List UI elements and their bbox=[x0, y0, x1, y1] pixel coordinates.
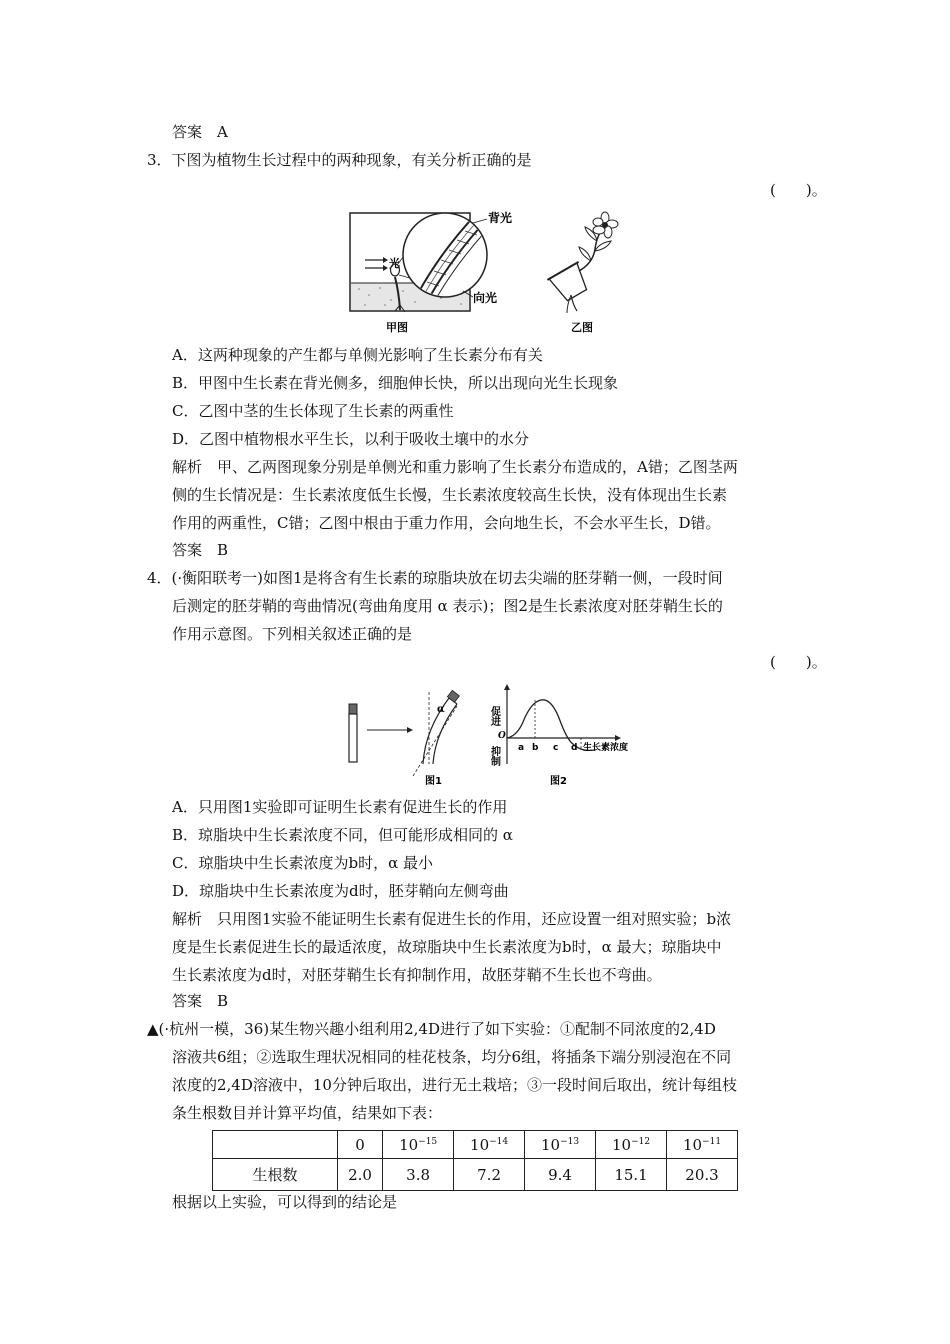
table-header-cell: $10^{-13}$ bbox=[525, 1131, 596, 1159]
alpha-label: α bbox=[437, 704, 445, 715]
q3-analysis-line-2: 侧的生长情况是：生长素浓度低生长慢，生长素浓度较高生长快，没有体现出生长素 bbox=[172, 486, 728, 504]
q3-option-b: B．甲图中生长素在背光侧多，细胞伸长快，所以出现向光生长现象 bbox=[172, 374, 619, 392]
fig-jia-caption: 甲图 bbox=[386, 321, 408, 334]
q4-analysis-line-1: 解析 只用图1实验不能证明生长素有促进生长的作用，还应设置一组对照实验；b浓 bbox=[172, 910, 732, 928]
fig2-caption: 图2 bbox=[550, 776, 567, 787]
q3-analysis-line-3: 作用的两重性，C错；乙图中根由于重力作用，会向地生长，不会水平生长，D错。 bbox=[172, 514, 721, 532]
promote-label: 促进 bbox=[488, 706, 500, 726]
q4-stem-line-1: 4．(·衡阳联考一)如图1是将含有生长素的琼脂块放在切去尖端的胚芽鞘一侧，一段时间 bbox=[147, 569, 723, 587]
table-header-row bbox=[213, 1131, 738, 1159]
q3-option-d: D．乙图中植物根水平生长，以利于吸收土壤中的水分 bbox=[172, 430, 530, 448]
q5-stem-line-2: 溶液共6组；②选取生理状况相同的桂花枝条，均分6组，将插条下端分别浸泡在不同 bbox=[172, 1048, 732, 1066]
q3-answer-blank: ( )。 bbox=[770, 181, 827, 199]
inhibit-label: 抑制 bbox=[488, 746, 500, 766]
table-cell: 20.3 bbox=[667, 1159, 738, 1191]
table-cell: 9.4 bbox=[525, 1159, 596, 1191]
q4-answer-blank: ( )。 bbox=[770, 653, 827, 671]
table-header-cell: $10^{-11}$ bbox=[667, 1131, 738, 1159]
q5-conclusion-prompt: 根据以上实验，可以得到的结论是 bbox=[172, 1193, 398, 1211]
origin-label: O bbox=[498, 731, 506, 741]
q5-stem-line-4: 条生根数目并计算平均值，结果如下表： bbox=[172, 1104, 443, 1122]
q5-stem-line-3: 浓度的2,4D溶液中，10分钟后取出，进行无土栽培；③一段时间后取出，统计每组枝 bbox=[172, 1076, 737, 1094]
q4-stem-line-3: 作用示意图。下列相关叙述正确的是 bbox=[172, 625, 413, 643]
q4-option-c: C．琼脂块中生长素浓度为b时，α 最小 bbox=[172, 854, 433, 872]
tick-d: d bbox=[571, 743, 578, 753]
q3-analysis-line-1: 解析 甲、乙两图现象分别是单侧光和重力影响了生长素分布造成的，A错；乙图茎两 bbox=[172, 458, 738, 476]
x-axis-label: 生长素浓度 bbox=[583, 743, 629, 753]
q4-stem-line-2: 后测定的胚芽鞘的弯曲情况(弯曲角度用 α 表示)；图2是生长素浓度对胚芽鞘生长的 bbox=[172, 597, 723, 615]
table-header-cell: $10^{-12}$ bbox=[596, 1131, 667, 1159]
table-corner-cell bbox=[213, 1131, 338, 1159]
light-label: 光 bbox=[389, 257, 400, 270]
q5-stem-line-1: ▲(·杭州一模，36)某生物兴趣小组利用2,4D进行了如下实验：①配制不同浓度的2,4D bbox=[147, 1020, 716, 1038]
table-cell: 15.1 bbox=[596, 1159, 667, 1191]
rooting-data-table bbox=[212, 1130, 738, 1191]
q4-option-b: B．琼脂块中生长素浓度不同，但可能形成相同的 α bbox=[172, 826, 513, 844]
q4-analysis-line-3: 生长素浓度为d时，对胚芽鞘生长有抑制作用，故胚芽鞘不生长也不弯曲。 bbox=[172, 966, 662, 984]
fig-yi-caption: 乙图 bbox=[571, 321, 593, 334]
table-header-cell: $10^{-14}$ bbox=[454, 1131, 525, 1159]
q3-stem: 3．下图为植物生长过程中的两种现象，有关分析正确的是 bbox=[147, 151, 532, 169]
table-cell: 7.2 bbox=[454, 1159, 525, 1191]
q3-figure bbox=[345, 205, 640, 337]
table-header-cell: 0 bbox=[338, 1131, 383, 1159]
table-row bbox=[213, 1159, 738, 1191]
q2-answer: 答案 A bbox=[172, 123, 228, 141]
q4-analysis-line-2: 度是生长素促进生长的最适浓度，故琼脂块中生长素浓度为b时，α 最大；琼脂块中 bbox=[172, 938, 722, 956]
tick-b: b bbox=[532, 743, 539, 753]
q4-figure bbox=[345, 682, 645, 788]
q3-option-a: A．这两种现象的产生都与单侧光影响了生长素分布有关 bbox=[172, 346, 543, 364]
facing-light-label: 向光 bbox=[473, 291, 498, 305]
tick-c: c bbox=[553, 743, 559, 753]
q3-answer: 答案 B bbox=[172, 541, 229, 559]
row-header-cell: 生根数 bbox=[213, 1159, 338, 1191]
table-header-cell: $10^{-15}$ bbox=[383, 1131, 454, 1159]
q3-option-c: C．乙图中茎的生长体现了生长素的两重性 bbox=[172, 402, 454, 420]
tick-a: a bbox=[518, 743, 525, 753]
q4-answer: 答案 B bbox=[172, 992, 229, 1010]
q4-option-a: A．只用图1实验即可证明生长素有促进生长的作用 bbox=[172, 798, 508, 816]
table-cell: 2.0 bbox=[338, 1159, 383, 1191]
fig1-caption: 图1 bbox=[425, 776, 442, 787]
table-cell: 3.8 bbox=[383, 1159, 454, 1191]
backlight-label: 背光 bbox=[488, 211, 513, 225]
q4-option-d: D．琼脂块中生长素浓度为d时，胚芽鞘向左侧弯曲 bbox=[172, 882, 509, 900]
